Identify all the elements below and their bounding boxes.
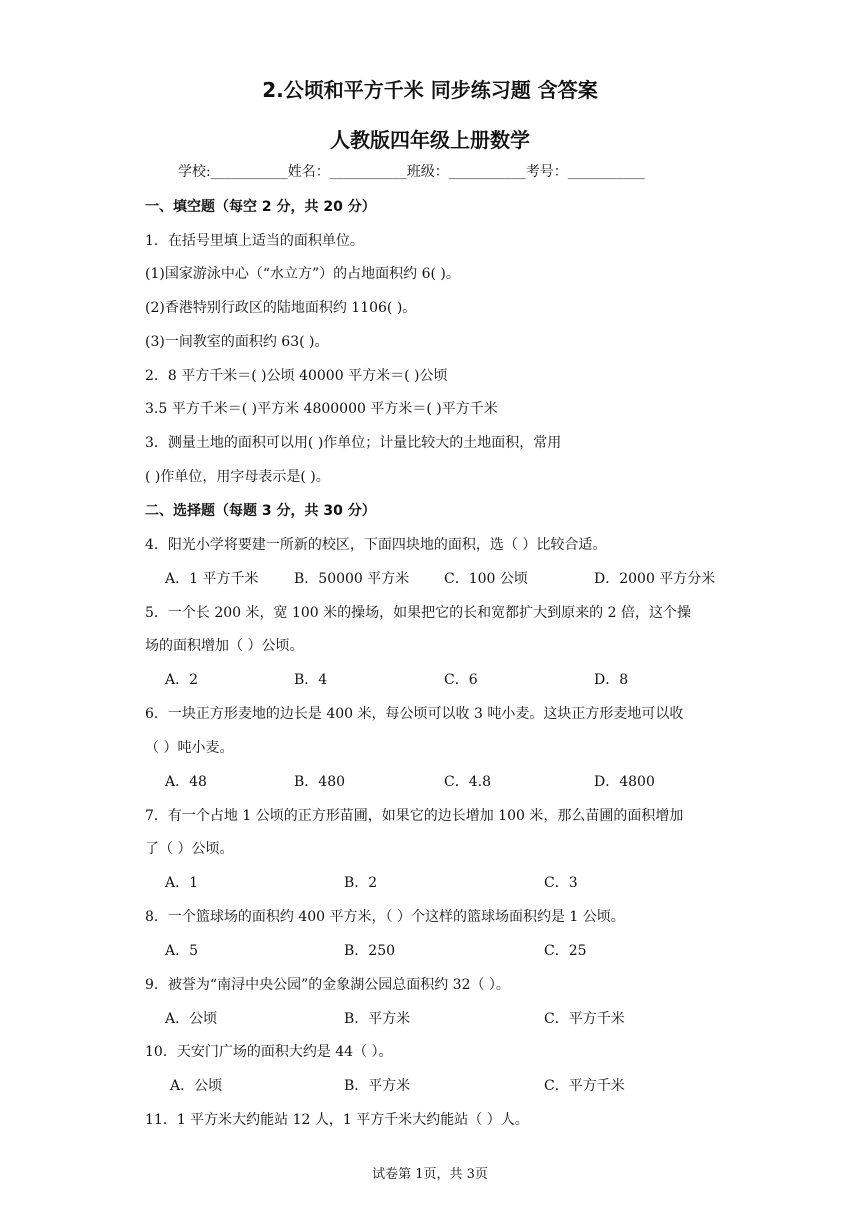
question-3-line-1: 3．测量土地的面积可以用( )作单位；计量比较大的土地面积，常用 [145,435,562,451]
question-6-option-c: C．4.8 [444,774,491,790]
document-title: 2.公顷和平方千米 同步练习题 含答案 [262,78,598,102]
question-10-option-b: B．平方米 [344,1078,411,1094]
question-2-line-2: 3.5 平方千米＝( )平方米 4800000 平方米＝( )平方千米 [145,401,498,417]
question-1: 1．在括号里填上适当的面积单位。 [145,233,364,249]
question-1-part-2: (2)香港特别行政区的陆地面积约 1106( )。 [145,300,417,316]
document-subtitle: 人教版四年级上册数学 [330,128,530,152]
question-5-option-b: B．4 [294,672,328,688]
student-info-line: 学校:___________姓名：___________班级：___________考号：___________ [178,164,645,180]
question-5-line-1: 5．一个长 200 米，宽 100 米的操场，如果把它的长和宽都扩大到原来的 2 倍，这个操 [145,605,691,621]
question-5-option-c: C．6 [444,672,478,688]
page-footer: 试卷第 1页，共 3页 [372,1167,488,1182]
question-4-option-a: A．1 平方千米 [165,571,259,587]
question-3-line-2: ( )作单位，用字母表示是( )。 [145,469,330,485]
question-6-option-d: D．4800 [594,774,655,790]
section-choice-heading: 二、选择题（每题 3 分，共 30 分） [145,503,376,519]
question-1-part-3: (3)一间教室的面积约 63( )。 [145,334,329,350]
question-7-option-c: C．3 [544,875,578,891]
question-9: 9．被誉为“南浔中央公园”的金象湖公园总面积约 32（ ）。 [145,977,510,993]
question-9-option-a: A．公顷 [165,1011,218,1027]
question-11: 11．1 平方米大约能站 12 人，1 平方千米大约能站（ ）人。 [145,1112,529,1128]
question-7-option-a: A．1 [165,875,199,891]
question-8-option-a: A．5 [165,943,199,959]
question-6-line-2: （ ）吨小麦。 [145,740,234,756]
question-8: 8．一个篮球场的面积约 400 平方米，（ ）个这样的篮球场面积约是 1 公顷。 [145,909,625,925]
question-2-line-1: 2．8 平方千米＝( )公顷 40000 平方米＝( )公顷 [145,368,448,384]
question-4: 4．阳光小学将要建一所新的校区，下面四块地的面积，选（ ）比较合适。 [145,537,607,553]
question-9-option-c: C．平方千米 [544,1011,625,1027]
section-fill-in-heading: 一、填空题（每空 2 分，共 20 分） [145,199,376,215]
question-7-option-b: B．2 [344,875,378,891]
question-1-part-1: (1)国家游泳中心（“水立方”）的占地面积约 6( )。 [145,266,460,282]
question-5-line-2: 场的面积增加（ ）公顷。 [145,638,304,654]
question-8-option-b: B．250 [344,943,396,959]
question-6-option-a: A．48 [165,774,207,790]
question-4-option-c: C．100 公顷 [444,571,528,587]
question-8-option-c: C．25 [544,943,587,959]
question-4-option-d: D．2000 平方分米 [594,571,716,587]
question-10-option-c: C．平方千米 [544,1078,625,1094]
question-5-option-d: D．8 [594,672,629,688]
question-7-line-1: 7．有一个占地 1 公顷的正方形苗圃，如果它的边长增加 100 米，那么苗圃的面积增加 [145,808,684,824]
question-10: 10．天安门广场的面积大约是 44（ ）。 [145,1044,393,1060]
question-5-option-a: A．2 [165,672,199,688]
question-6-option-b: B．480 [294,774,346,790]
question-9-option-b: B．平方米 [344,1011,411,1027]
question-7-line-2: 了（ ）公顷。 [145,841,234,857]
question-6-line-1: 6．一块正方形麦地的边长是 400 米，每公顷可以收 3 吨小麦。这块正方形麦地可以收 [145,706,684,722]
question-10-option-a: A．公顷 [170,1078,223,1094]
question-4-option-b: B．50000 平方米 [294,571,410,587]
